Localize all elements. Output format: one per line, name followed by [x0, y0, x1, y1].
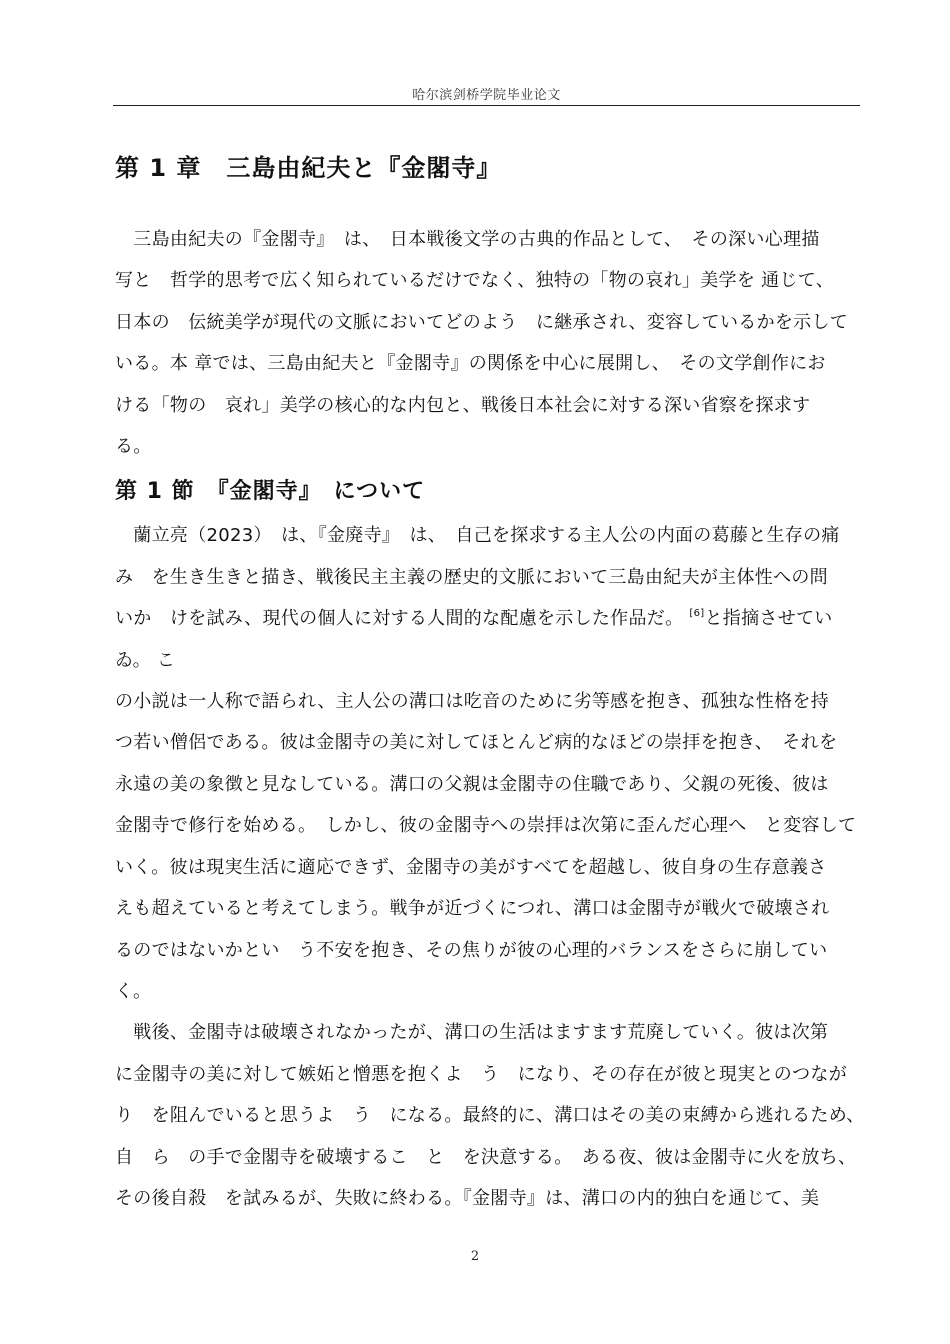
text-line: 戦後、金閣寺は破壊されなかったが、溝口の生活はますます荒廃していく。彼は次第: [115, 1022, 829, 1044]
intro-paragraph: [115, 219, 875, 467]
page-number: 2: [470, 1249, 480, 1264]
page-header: 哈尔滨剑桥学院毕业论文: [412, 88, 561, 103]
text-line: [115, 598, 875, 639]
text-line: いく。彼は現実生活に適応できず、金閣寺の美がすべてを超越し、彼自身の生存意義さ: [115, 856, 827, 878]
text-line: る。: [115, 436, 152, 458]
text-line: 金閣寺で修行を始める。 しかし、彼の金閣寺への崇拝は次第に歪んだ心理へ と変容して: [115, 815, 857, 837]
paragraph-2: [115, 681, 875, 1012]
text-line: 三島由紀夫の『金閣寺』 は、 日本戦後文学の古典的作品として、 その深い心理描: [115, 229, 820, 250]
text-line: み を生き生きと描き、戦後民主主義の歴史的文脈において三島由紀夫が主体性への問: [115, 566, 828, 588]
text-line: いる。本 章では、三島由紀夫と『金閣寺』の関係を中心に展開し、 その文学創作にお: [115, 353, 826, 375]
header-divider: [113, 105, 860, 106]
paragraph-1: [115, 515, 875, 681]
text-line: るのではないかとい う不安を抱き、その焦りが彼の心理的バランスをさらに崩してい: [115, 939, 828, 961]
text-line: 永遠の美の象徴と見なしている。溝口の父親は金閣寺の住職であり、父親の死後、彼は: [115, 773, 829, 795]
text-line: 写と 哲学的思考で広く知られているだけでなく、独特の「物の哀れ」美学を 通じて、: [115, 270, 834, 292]
paragraph-3: [115, 1012, 875, 1219]
text-line: の小説は一人称で語られ、主人公の溝口は吃音のために劣等感を抱き、孤独な性格を持: [115, 691, 830, 713]
text-line: 蘭立亮（2023） は、『金廃寺』 は、 自己を探求する主人公の内面の葛藤と生存の痛: [115, 525, 840, 547]
text-line: ける「物の 哀れ」美学の核心的な内包と、戦後日本社会に対する深い省察を探求す: [115, 394, 811, 416]
text-line: 自 ら の手で金閣寺を破壊するこ と を決意する。 ある夜、彼は金閣寺に火を放ち、: [115, 1146, 857, 1168]
text-line: り を阻んでいると思うよ う になる。最終的に、溝口はその美の束縛から逃れるため、: [115, 1105, 865, 1127]
text-line: つ若い僧侶である。彼は金閣寺の美に対してほとんど病的なほどの崇拝を抱き、 それを: [115, 732, 838, 754]
text-line: 日本の 伝統美学が現代の文脈においてどのよう に継承され、変容しているかを示して: [115, 311, 849, 333]
section-title: 第 1 節 『金閣寺』 について: [115, 479, 426, 505]
chapter-title: 第 1 章 三島由紀夫と『金閣寺』: [115, 154, 502, 182]
text-segment: と指摘させてい: [704, 608, 833, 630]
document-body: [115, 150, 875, 1219]
citation-reference[interactable]: [6]: [689, 608, 705, 620]
text-line: その後自殺 を試みるが、失敗に終わる。『金閣寺』は、溝口の内的独白を通じて、美: [115, 1187, 820, 1209]
text-line: に金閣寺の美に対して嫉妬と憎悪を抱くよ う になり、その存在が彼と現実とのつなが: [115, 1063, 847, 1085]
text-line: えも超えていると考えてしまう。戦争が近づくにつれ、溝口は金閣寺が戦火で破壊され: [115, 898, 830, 920]
text-line: ゐ。 こ: [115, 649, 176, 671]
text-line: く。: [115, 980, 152, 1002]
text-segment: いか けを試み、現代の個人に対する人間的な配慮を示した作品だ。: [115, 608, 684, 630]
